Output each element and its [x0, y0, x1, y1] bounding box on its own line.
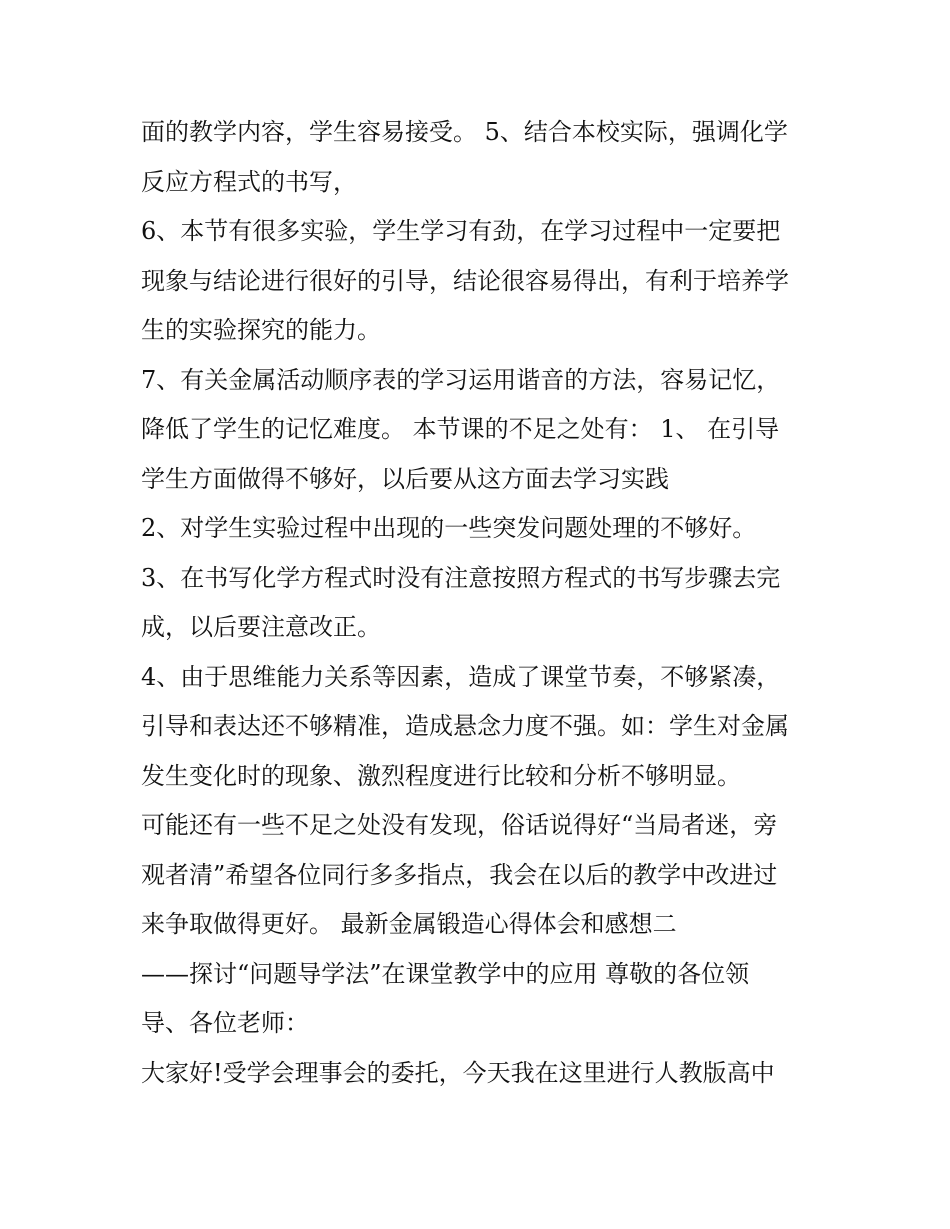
text-line: 引导和表达还不够精准，造成悬念力度不强。如：学生对金属: [141, 712, 789, 740]
text-line: 面的教学内容，学生容易接受。 5、结合本校实际，强调化学: [141, 118, 788, 146]
text-line: 学生方面做得不够好，以后要从这方面去学习实践: [141, 464, 669, 493]
text-line: 发生变化时的现象、激烈程度进行比较和分析不够明显。: [141, 761, 741, 790]
body-text: [141, 108, 821, 1098]
text-line: 6、本节有很多实验，学生学习有劲，在学习过程中一定要把: [141, 217, 781, 245]
text-line: 成，以后要注意改正。: [141, 613, 381, 641]
text-line: 可能还有一些不足之处没有发现，俗话说得好“当局者迷，旁: [141, 811, 778, 839]
text-line: 导、各位老师：: [141, 1009, 309, 1037]
text-line: 反应方程式的书写，: [141, 167, 357, 196]
text-line: 7、有关金属活动顺序表的学习运用谐音的方法，容易记忆，: [141, 365, 781, 394]
text-line: 降低了学生的记忆难度。 本节课的不足之处有： 1、 在引导: [141, 415, 780, 443]
text-line: 观者清”希望各位同行多多指点，我会在以后的教学中改进过: [141, 860, 778, 889]
text-line: 大家好!受学会理事会的委托，今天我在这里进行人教版高中: [141, 1058, 775, 1087]
text-line: 2、对学生实验过程中出现的一些突发问题处理的不够好。: [141, 514, 757, 542]
text-line: 现象与结论进行很好的引导，结论很容易得出，有利于培养学: [141, 266, 789, 295]
text-line: ——探讨“问题导学法”在课堂教学中的应用 尊敬的各位领: [141, 959, 750, 988]
text-line: 3、在书写化学方程式时没有注意按照方程式的书写步骤去完: [141, 563, 781, 592]
text-line: 生的实验探究的能力。: [141, 316, 381, 344]
text-line: 来争取做得更好。 最新金属锻造心得体会和感想二: [141, 910, 677, 938]
text-line: 4、由于思维能力关系等因素，造成了课堂节奏，不够紧凑，: [141, 662, 781, 691]
